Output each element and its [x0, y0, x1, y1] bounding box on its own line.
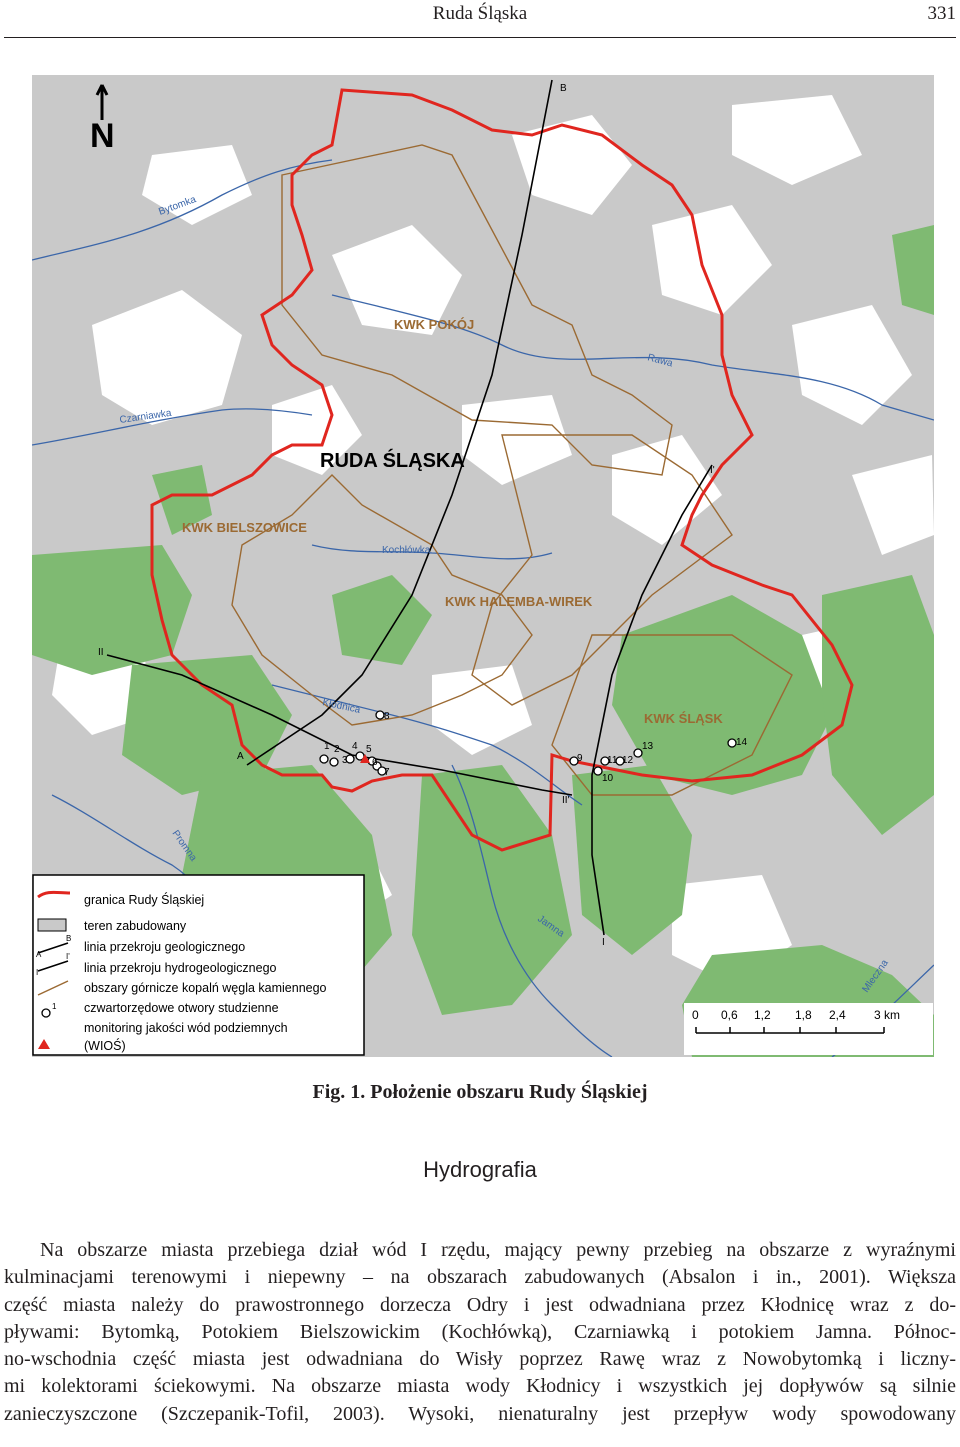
well-label: 14: [736, 737, 748, 748]
river-label-promna: Promna: [169, 828, 199, 864]
legend-symbol-well: 1: [52, 1002, 57, 1011]
scale-label: 0,6: [721, 1008, 738, 1022]
figure-caption: Fig. 1. Położenie obszaru Rudy Śląskiej: [312, 1081, 648, 1103]
river-label-kochlowka: Kochłówka: [382, 545, 431, 556]
city-label: RUDA ŚLĄSKA: [320, 450, 465, 472]
well-label: 13: [642, 741, 654, 752]
location-map: [32, 75, 934, 1057]
paragraph-line: część miasta należy do prawostronnego dorzecza Odry i jest odwadniana przez Kłodnicę wraz z do-: [4, 1293, 956, 1316]
section-label-i2: I': [710, 465, 715, 476]
well-label: 9: [577, 753, 583, 764]
well-label: 6: [372, 757, 378, 768]
legend-item: obszary górnicze kopalń węgla kamiennego: [84, 981, 327, 995]
legend-symbol-i2: I': [66, 952, 70, 961]
paragraph-line: kulminacjami terenowymi i niepewny – na obszarach zabudowanych (Absalon i in., 2001). Większa: [4, 1266, 956, 1289]
running-title: Ruda Śląska: [432, 3, 528, 24]
section-label-b: B: [560, 83, 567, 94]
legend-item: linia przekroju geologicznego: [84, 940, 246, 954]
legend-symbol-i: I: [36, 968, 39, 977]
river-label-bytomka: Bytomka: [157, 194, 198, 218]
paragraph-line: Na obszarze miasta przebiega dział wód I rzędu, mający pewny przebieg na obszarze z wyraźnymi: [40, 1239, 956, 1261]
river-label-klodnica: Kłodnica: [321, 697, 362, 716]
section-label-a: A: [237, 751, 244, 762]
legend-item: teren zabudowany: [84, 919, 187, 933]
scale-label: 1,8: [795, 1008, 812, 1022]
well-label: 3: [342, 755, 348, 766]
north-label: N: [90, 117, 115, 155]
mine-label-pokoj: KWK POKÓJ: [394, 317, 475, 332]
legend-item: granica Rudy Śląskiej: [84, 893, 205, 907]
well-label: 7: [384, 767, 390, 778]
well-label: 11: [607, 755, 618, 766]
well-label: 4: [352, 741, 358, 752]
legend-symbol-a: A: [36, 950, 42, 959]
scale-label: 3 km: [874, 1008, 901, 1022]
scale-label: 0: [692, 1008, 699, 1022]
legend-built-swatch: [38, 919, 66, 931]
body-paragraph: [4, 1237, 956, 1428]
page-header: [0, 0, 960, 40]
header-rule: [4, 37, 956, 38]
well-label: 1: [324, 741, 330, 752]
mine-label-slask: KWK ŚLĄSK: [644, 711, 723, 726]
legend-item: monitoring jakości wód podziemnych: [84, 1021, 288, 1035]
well-label: 10: [602, 773, 614, 784]
legend: [33, 875, 364, 1055]
scale-label: 2,4: [829, 1008, 846, 1022]
scale-label: 1,2: [754, 1008, 771, 1022]
legend-item: czwartorzędowe otwory studzienne: [84, 1001, 279, 1015]
legend-symbol-b: B: [66, 934, 72, 943]
section-label-i: I: [602, 937, 605, 948]
paragraph-line: zanieczyszczone (Szczepanik-Tofil, 2003). Wysoki, nienaturalny jest przepływ wody spowodowany: [4, 1402, 956, 1425]
river-label-czarniawka: Czarniawka: [118, 407, 173, 426]
well-label: 12: [622, 755, 634, 766]
paragraph-line: no-wschodnia część miasta jest odwadniana do Wisły poprzez Rawę wraz z Nowobytomką i liczny-: [4, 1348, 956, 1371]
section-label-ii: II: [98, 647, 104, 658]
mine-label-bielszowice: KWK BIELSZOWICE: [182, 520, 307, 535]
well-label: 8: [384, 711, 390, 722]
well-label: 2: [334, 744, 340, 755]
river-label-mleczna: Mleczna: [860, 957, 891, 995]
river-label-rawa: Rawa: [646, 352, 674, 370]
legend-item: (WIOŚ): [84, 1039, 126, 1053]
section-label-ii2: II': [562, 795, 570, 806]
section-heading: Hydrografia: [423, 1157, 537, 1182]
mine-label-halemba: KWK HALEMBA-WIREK: [445, 594, 593, 609]
paragraph-line: pływami: Bytomką, Potokiem Bielszowickim (Kochłówką), Czarniawką i potokiem Jamna. Północ-: [4, 1320, 956, 1343]
paragraph-line: mi kolektorami ściekowymi. Na obszarze miasta wody Kłodnicy i wszystkich jej dopływów są silnie: [4, 1375, 956, 1398]
page-number: 331: [927, 3, 956, 24]
legend-well-swatch: [42, 1009, 50, 1017]
well-label: 5: [366, 744, 372, 755]
scale-bar: [684, 1003, 933, 1055]
river-label-jamna: Jamna: [535, 913, 567, 940]
legend-item: linia przekroju hydrogeologicznego: [84, 961, 277, 975]
